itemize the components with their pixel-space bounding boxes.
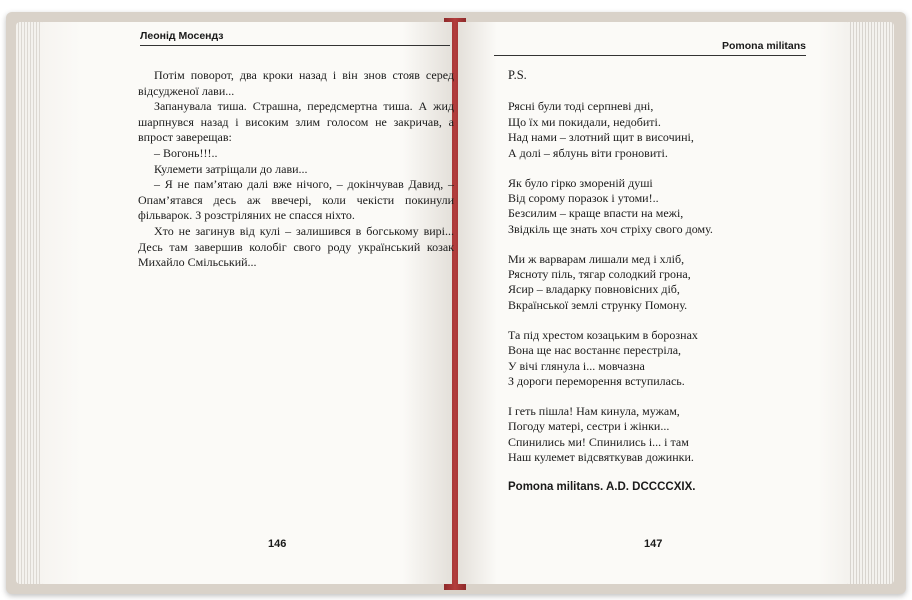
- verse-line: Що їх ми покидали, недобиті.: [508, 114, 661, 129]
- verse-line: А долі – яблунь віти гроновиті.: [508, 145, 668, 160]
- verse-line: Безсилим – краще впасти на межі,: [508, 206, 684, 221]
- verse-line: І геть пішла! Нам кинула, мужам,: [508, 403, 680, 418]
- paragraph: – Я не пам’ятаю далі вже нічого, – докінчував Давид, – Опам’ятався десь аж ввечері, коли чекісти покинули фільварок. З розстріляних не спасся ніхто.: [138, 177, 454, 223]
- paragraph: Кулемети затріщали до лави...: [154, 161, 308, 176]
- verse-line: З дороги переморення вступилась.: [508, 374, 685, 388]
- verse-line: Вона ще нас востаннє перестріла,: [508, 343, 682, 358]
- verse-line: Спинились ми! Спинились і... і там: [508, 434, 689, 449]
- stanza: [508, 252, 808, 314]
- right-page: [458, 22, 850, 584]
- closing-signature: Pomona militans. A.D. DCCCCXIX.: [508, 481, 696, 494]
- verse-line: Звідкіль ще знать хоч стріху свого дому.: [508, 221, 713, 236]
- poem: [508, 68, 808, 495]
- verse-line: Як було гірко змореній душі: [508, 175, 653, 190]
- paragraph: Потім поворот, два кроки назад і він знов стояв серед відсудженої лави...: [138, 68, 454, 98]
- verse-line: У вічі глянула і... мовчазна: [508, 358, 645, 373]
- verse-line: Рясні були тоді серпневі дні,: [508, 99, 654, 114]
- verse-line: Вкраїнської землі струнку Помону.: [508, 297, 688, 312]
- verse-line: Від сорому поразок і утоми!..: [508, 190, 659, 205]
- page-number-left: 146: [268, 538, 287, 550]
- stanza: [508, 404, 808, 466]
- paragraph: Хто не загинув від кулі – залишився в богському вирі... Десь там завершив колобіг свого роду український козак Михайло Смільський...: [138, 223, 454, 270]
- stanza: [508, 328, 808, 390]
- running-head-title: Pomona militans: [494, 40, 806, 56]
- stanza: [508, 99, 808, 161]
- verse-line: Ми ж варварам лишали мед і хліб,: [508, 251, 685, 266]
- verse-line: Рясноту піль, тягар солодкий грона,: [508, 267, 691, 282]
- verse-line: Наш кулемет відсвяткував дожинки.: [508, 450, 694, 465]
- verse-line: Погоду матері, сестри і жінки...: [508, 419, 670, 434]
- page-number-right: 147: [644, 538, 663, 550]
- stanza: [508, 176, 808, 238]
- postscript-heading: P.S.: [508, 68, 527, 82]
- verse-line: Над нами – злотний щит в височині,: [508, 130, 694, 145]
- left-page: [40, 22, 452, 584]
- paragraph: – Вогонь!!!..: [154, 145, 218, 160]
- prose-text: [138, 68, 454, 271]
- running-head-author: Леонід Мосендз: [140, 30, 450, 46]
- verse-line: Та під хрестом козацьким в борознах: [508, 327, 698, 342]
- verse-line: Ясир – владарку повновісних діб,: [508, 282, 680, 297]
- paragraph: Запанувала тиша. Страшна, передсмертна тиша. А жид шарпнувся назад і високим злим голосом не закричав, а впрост заверещав:: [138, 99, 454, 145]
